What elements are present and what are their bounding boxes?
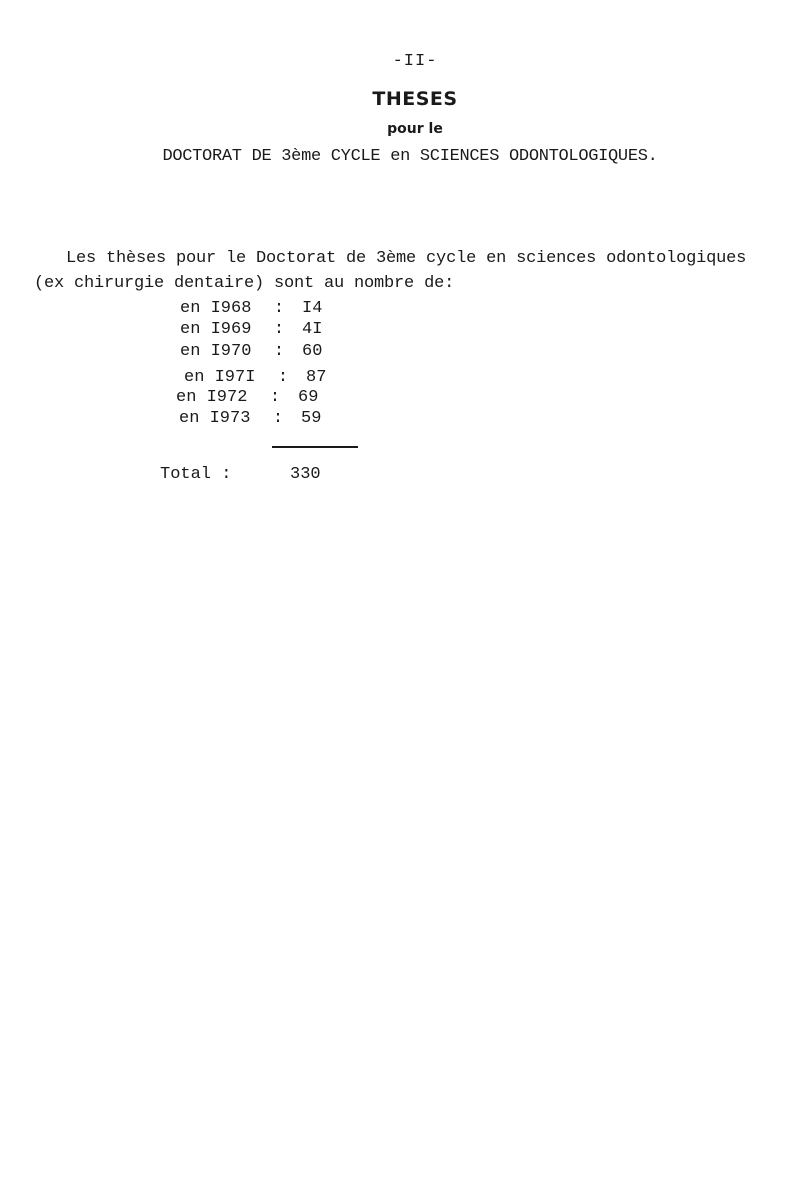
row-count: 59 bbox=[301, 409, 322, 428]
section-heading: DOCTORAT DE 3ème CYCLE en SCIENCES ODONTOLOGIQUES. bbox=[162, 147, 658, 166]
row-count: 4I bbox=[302, 320, 323, 339]
page-title: THESES bbox=[372, 88, 458, 110]
intro-paragraph bbox=[34, 246, 774, 296]
intro-line-2: (ex chirurgie dentaire) sont au nombre de: bbox=[34, 274, 455, 293]
row-year: en I970 bbox=[180, 342, 252, 361]
intro-line-1: Les thèses pour le Doctorat de 3ème cycle en sciences odontologiques bbox=[66, 249, 747, 268]
row-separator: : bbox=[273, 320, 285, 339]
total-value: 330 bbox=[290, 465, 321, 484]
row-year: en I97I bbox=[184, 368, 256, 387]
row-count: 69 bbox=[298, 388, 319, 407]
row-year: en I972 bbox=[176, 388, 248, 407]
row-separator: : bbox=[273, 342, 285, 361]
row-year: en I968 bbox=[180, 299, 252, 318]
row-count: 87 bbox=[306, 368, 327, 387]
row-separator: : bbox=[277, 368, 289, 387]
total-label: Total : bbox=[160, 465, 232, 484]
row-year: en I973 bbox=[179, 409, 251, 428]
row-separator: : bbox=[272, 409, 284, 428]
row-year: en I969 bbox=[180, 320, 252, 339]
page-number: -II- bbox=[392, 52, 438, 71]
row-separator: : bbox=[269, 388, 281, 407]
row-count: 60 bbox=[302, 342, 323, 361]
row-separator: : bbox=[273, 299, 285, 318]
row-count: I4 bbox=[302, 299, 323, 318]
total-divider bbox=[272, 446, 358, 448]
page-subtitle: pour le bbox=[387, 121, 443, 137]
